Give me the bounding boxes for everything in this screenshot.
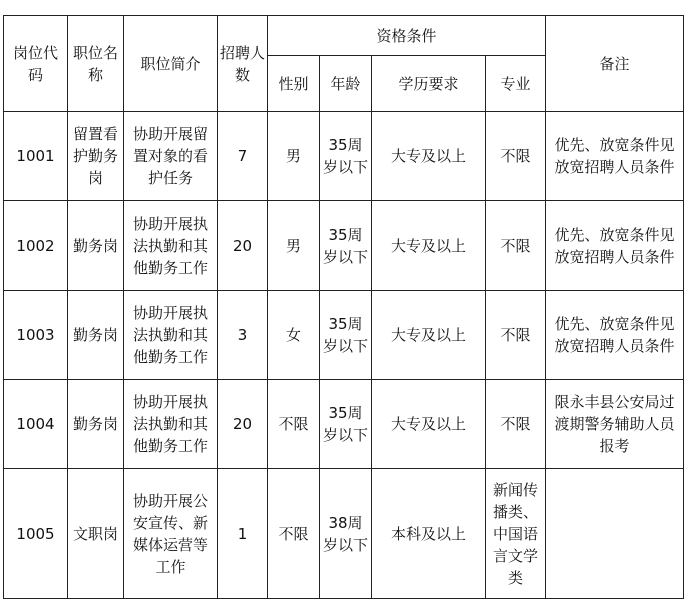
table-row: [4, 201, 684, 290]
cell-code: 1002: [4, 201, 68, 290]
cell-gender: 男: [268, 201, 320, 290]
header-gender: 性别: [268, 56, 320, 112]
cell-code: 1003: [4, 290, 68, 379]
cell-intro: 协助开展留置对象的看护任务: [124, 112, 218, 201]
cell-major: 不限: [486, 380, 546, 469]
cell-remarks: 限永丰县公安局过渡期警务辅助人员报考: [546, 380, 684, 469]
header-remarks: 备注: [546, 16, 684, 112]
cell-education: 本科及以上: [372, 469, 486, 599]
cell-major: 新闻传播类、中国语言文学类: [486, 469, 546, 599]
header-age: 年龄: [320, 56, 372, 112]
cell-major: 不限: [486, 201, 546, 290]
cell-gender: 男: [268, 112, 320, 201]
cell-count: 7: [218, 112, 268, 201]
cell-age: 35周岁以下: [320, 380, 372, 469]
cell-intro: 协助开展公安宣传、新媒体运营等工作: [124, 469, 218, 599]
cell-remarks: [546, 469, 684, 599]
cell-education: 大专及以上: [372, 290, 486, 379]
cell-name: 勤务岗: [68, 380, 124, 469]
header-education: 学历要求: [372, 56, 486, 112]
cell-remarks: 优先、放宽条件见放宽招聘人员条件: [546, 112, 684, 201]
cell-major: 不限: [486, 112, 546, 201]
header-name: 职位名称: [68, 16, 124, 112]
cell-education: 大专及以上: [372, 112, 486, 201]
cell-count: 3: [218, 290, 268, 379]
header-qualifications: 资格条件: [268, 16, 546, 56]
cell-count: 20: [218, 380, 268, 469]
header-intro: 职位简介: [124, 16, 218, 112]
cell-education: 大专及以上: [372, 201, 486, 290]
cell-age: 35周岁以下: [320, 112, 372, 201]
cell-code: 1004: [4, 380, 68, 469]
cell-age: 35周岁以下: [320, 290, 372, 379]
cell-age: 38周岁以下: [320, 469, 372, 599]
cell-count: 1: [218, 469, 268, 599]
cell-gender: 不限: [268, 380, 320, 469]
cell-age: 35周岁以下: [320, 201, 372, 290]
header-count: 招聘人数: [218, 16, 268, 112]
cell-name: 勤务岗: [68, 290, 124, 379]
header-code: 岗位代码: [4, 16, 68, 112]
cell-remarks: 优先、放宽条件见放宽招聘人员条件: [546, 201, 684, 290]
cell-gender: 不限: [268, 469, 320, 599]
cell-intro: 协助开展执法执勤和其他勤务工作: [124, 290, 218, 379]
cell-name: 文职岗: [68, 469, 124, 599]
cell-count: 20: [218, 201, 268, 290]
table-row: [4, 290, 684, 379]
cell-code: 1005: [4, 469, 68, 599]
cell-remarks: 优先、放宽条件见放宽招聘人员条件: [546, 290, 684, 379]
table-row: [4, 112, 684, 201]
recruitment-table: [3, 15, 684, 599]
cell-intro: 协助开展执法执勤和其他勤务工作: [124, 201, 218, 290]
header-major: 专业: [486, 56, 546, 112]
cell-gender: 女: [268, 290, 320, 379]
cell-major: 不限: [486, 290, 546, 379]
cell-name: 留置看护勤务岗: [68, 112, 124, 201]
cell-intro: 协助开展执法执勤和其他勤务工作: [124, 380, 218, 469]
table-row: [4, 380, 684, 469]
table-row: [4, 469, 684, 599]
cell-name: 勤务岗: [68, 201, 124, 290]
cell-code: 1001: [4, 112, 68, 201]
cell-education: 大专及以上: [372, 380, 486, 469]
